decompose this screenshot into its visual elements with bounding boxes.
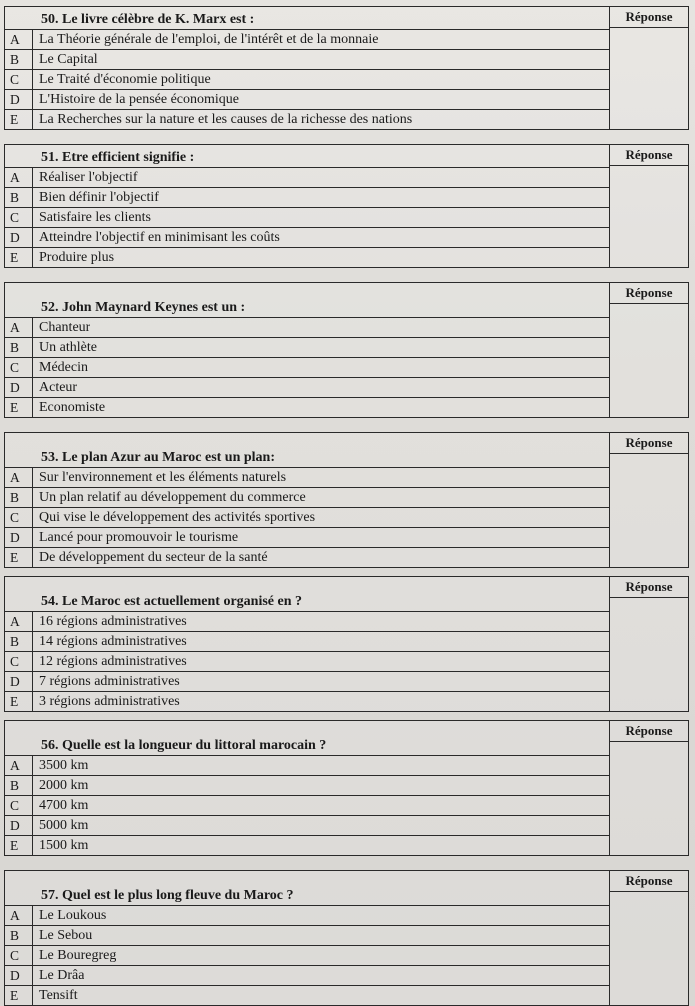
option-text: Chanteur [39,320,91,335]
option-b[interactable] [5,188,609,208]
response-column [610,721,688,855]
response-label: Réponse [610,871,688,892]
question-body [5,7,610,129]
option-text: Réaliser l'objectif [39,170,138,185]
response-box[interactable] [610,454,688,567]
question-title: 51. Etre efficient signifie : [5,145,609,168]
response-column [610,871,688,1005]
option-letter: D [5,90,33,109]
option-letter: C [5,796,33,815]
option-b[interactable] [5,338,609,358]
option-text: Le Loukous [39,908,107,923]
option-letter: D [5,228,33,247]
option-text: Acteur [39,380,78,395]
question-body [5,871,610,1005]
question-56 [4,720,689,856]
option-text: Bien définir l'objectif [39,190,159,205]
option-letter: B [5,776,33,795]
response-column [610,145,688,267]
question-body [5,577,610,711]
response-column [610,283,688,417]
option-text: 4700 km [39,798,89,813]
response-box[interactable] [610,28,688,129]
option-text: Economiste [39,400,106,415]
option-letter: A [5,30,33,49]
option-d[interactable] [5,528,609,548]
response-box[interactable] [610,598,688,711]
option-letter: E [5,986,33,1005]
option-e[interactable] [5,692,609,711]
option-text: Un athlète [39,340,97,355]
option-letter: E [5,836,33,855]
question-50 [4,6,689,130]
option-text: La Théorie générale de l'emploi, de l'intérêt et de la monnaie [39,32,379,47]
option-letter: B [5,50,33,69]
option-letter: C [5,358,33,377]
option-c[interactable] [5,946,609,966]
option-c[interactable] [5,208,609,228]
question-54 [4,576,689,712]
option-b[interactable] [5,50,609,70]
option-letter: D [5,966,33,985]
option-letter: A [5,318,33,337]
option-text: 5000 km [39,818,89,833]
question-body [5,283,610,417]
response-column [610,7,688,129]
option-text: Produire plus [39,250,115,265]
option-e[interactable] [5,986,609,1005]
response-label: Réponse [610,577,688,598]
option-letter: C [5,652,33,671]
response-column [610,433,688,567]
question-body [5,433,610,567]
question-title: 56. Quelle est la longueur du littoral marocain ? [5,721,609,756]
option-letter: B [5,338,33,357]
option-letter: B [5,488,33,507]
question-title: 57. Quel est le plus long fleuve du Maroc ? [5,871,609,906]
option-letter: A [5,168,33,187]
response-label: Réponse [610,7,688,28]
option-d[interactable] [5,672,609,692]
option-text: Le Drâa [39,968,85,983]
option-text: Atteindre l'objectif en minimisant les coûts [39,230,280,245]
question-body [5,721,610,855]
option-e[interactable] [5,836,609,855]
option-a[interactable] [5,756,609,776]
question-52 [4,282,689,418]
option-text: 3500 km [39,758,89,773]
option-letter: D [5,528,33,547]
option-letter: B [5,926,33,945]
option-d[interactable] [5,228,609,248]
option-text: 3 régions administratives [39,694,180,709]
option-c[interactable] [5,508,609,528]
option-d[interactable] [5,90,609,110]
option-b[interactable] [5,488,609,508]
option-text: Médecin [39,360,88,375]
option-text: Le Bouregreg [39,948,117,963]
option-letter: A [5,612,33,631]
option-d[interactable] [5,378,609,398]
question-title: 54. Le Maroc est actuellement organisé en ? [5,577,609,612]
option-letter: B [5,632,33,651]
option-c[interactable] [5,652,609,672]
option-b[interactable] [5,926,609,946]
option-text: La Recherches sur la nature et les causes de la richesse des nations [39,112,413,127]
option-text: 16 régions administratives [39,614,187,629]
option-e[interactable] [5,398,609,417]
option-letter: E [5,548,33,567]
option-a[interactable] [5,612,609,632]
option-a[interactable] [5,168,609,188]
response-box[interactable] [610,304,688,417]
question-53 [4,432,689,568]
option-text: Satisfaire les clients [39,210,151,225]
option-text: 14 régions administratives [39,634,187,649]
option-letter: C [5,508,33,527]
option-e[interactable] [5,248,609,267]
option-text: Lancé pour promouvoir le tourisme [39,530,239,545]
question-title: 53. Le plan Azur au Maroc est un plan: [5,433,609,468]
question-51 [4,144,689,268]
option-letter: A [5,756,33,775]
option-letter: C [5,208,33,227]
option-letter: B [5,188,33,207]
option-a[interactable] [5,906,609,926]
response-label: Réponse [610,721,688,742]
response-label: Réponse [610,283,688,304]
option-letter: C [5,70,33,89]
option-a[interactable] [5,30,609,50]
option-text: 7 régions administratives [39,674,180,689]
question-title: 50. Le livre célèbre de K. Marx est : [5,7,609,30]
option-letter: E [5,110,33,129]
question-title: 52. John Maynard Keynes est un : [5,283,609,318]
response-column [610,577,688,711]
option-letter: D [5,816,33,835]
option-c[interactable] [5,358,609,378]
option-text: 1500 km [39,838,89,853]
option-text: De développement du secteur de la santé [39,550,268,565]
response-box[interactable] [610,742,688,855]
option-d[interactable] [5,816,609,836]
response-label: Réponse [610,145,688,166]
option-letter: D [5,672,33,691]
question-57 [4,870,689,1006]
option-text: Un plan relatif au développement du commerce [39,490,306,505]
option-a[interactable] [5,468,609,488]
option-letter: D [5,378,33,397]
option-text: Qui vise le développement des activités sportives [39,510,316,525]
option-b[interactable] [5,776,609,796]
option-letter: E [5,692,33,711]
response-box[interactable] [610,892,688,1005]
option-e[interactable] [5,110,609,129]
option-d[interactable] [5,966,609,986]
option-c[interactable] [5,796,609,816]
option-b[interactable] [5,632,609,652]
option-text: L'Histoire de la pensée économique [39,92,240,107]
option-letter: E [5,398,33,417]
option-letter: A [5,906,33,925]
option-a[interactable] [5,318,609,338]
option-text: Le Sebou [39,928,93,943]
option-text: Tensift [39,988,78,1003]
option-text: 12 régions administratives [39,654,187,669]
option-text: Sur l'environnement et les éléments naturels [39,470,287,485]
option-c[interactable] [5,70,609,90]
option-e[interactable] [5,548,609,567]
option-letter: E [5,248,33,267]
response-label: Réponse [610,433,688,454]
option-text: Le Traité d'économie politique [39,72,211,87]
option-letter: C [5,946,33,965]
option-text: 2000 km [39,778,89,793]
option-letter: A [5,468,33,487]
option-text: Le Capital [39,52,98,67]
response-box[interactable] [610,166,688,267]
question-body [5,145,610,267]
